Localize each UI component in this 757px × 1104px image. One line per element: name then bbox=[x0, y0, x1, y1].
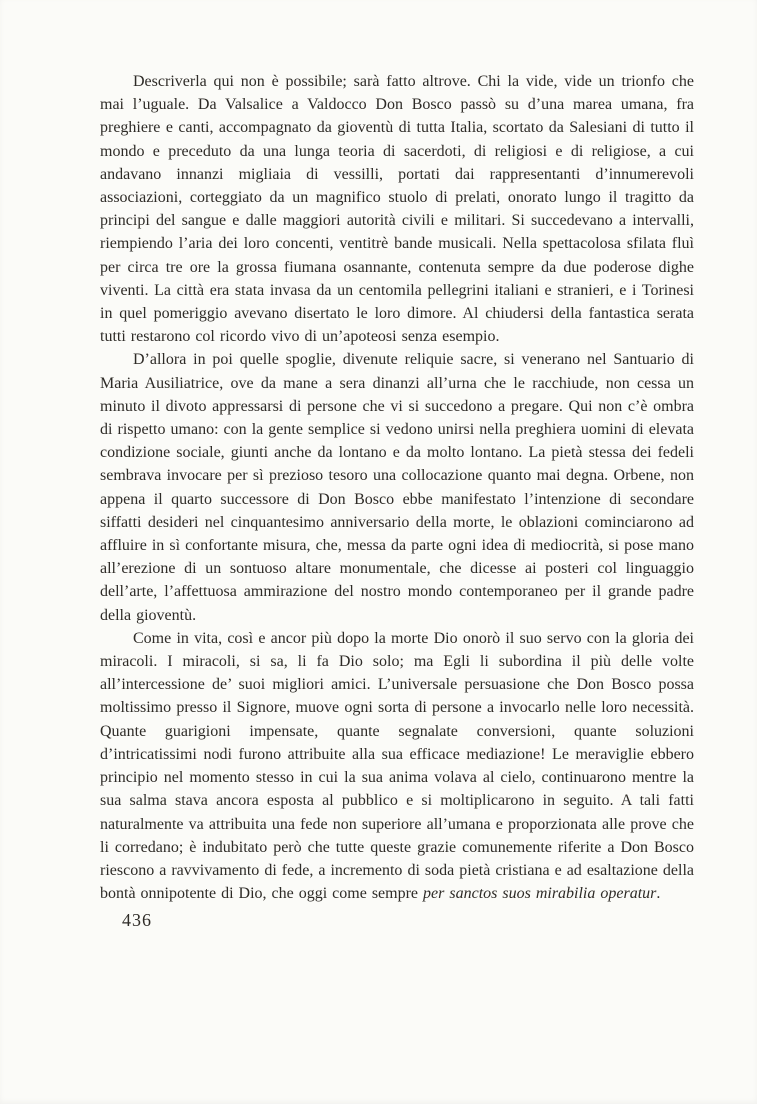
paragraph-procession: Descriverla qui non è possibile; sarà fatto altrove. Chi la vide, vide un trionfo che mai l’uguale. Da Valsalice a Valdocco Don Bosco passò su d’una marea umana, fra preghiere e canti, accompagnato da gioventù di tutta Italia, scortato da Salesiani di tutto il mondo e preceduto da una lunga teoria di sacerdoti, di religiosi e di religiose, a cui andavano innanzi migliaia di vessilli, portati dai rappresentanti d’innumerevoli associazioni, corteggiato da un magnifico stuolo di prelati, onorato lungo il tragitto da principi del sangue e dalle maggiori autorità civili e militari. Si succedevano a intervalli, riempiendo l’aria dei loro concenti, ventitrè bande musicali. Nella spettacolosa sfilata fluì per circa tre ore la grossa fiumana osannante, contenuta sempre da due poderose dighe viventi. La città era stata invasa da un centomila pellegrini italiani e stranieri, e i Torinesi in quel pomeriggio avevano disertato le loro dimore. Al chiudersi della fantastica serata tutti restarono col ricordo vivo di un’apoteosi senza esempio. bbox=[100, 73, 694, 346]
paragraph-miracles bbox=[100, 627, 694, 905]
page-number: 436 bbox=[122, 910, 152, 930]
latin-phrase: per sanctos suos mirabilia operatur bbox=[423, 885, 657, 903]
paragraph-miracles-period: . bbox=[656, 885, 661, 903]
text-block bbox=[100, 70, 694, 905]
paragraph-miracles-text: Come in vita, così e ancor più dopo la morte Dio onorò il suo servo con la gloria dei miracoli. I miracoli, si sa, li fa Dio solo; ma Egli li subordina il più delle volte all’intercessione de’ suoi migliori amici. L’universale persuasione che Don Bosco possa moltissimo presso il Signore, muove ogni sorta di persone a invocarlo nelle loro necessità. Quante guarigioni impensate, quante segnalate conversioni, quante soluzioni d’intricatissimi nodi furono attribuite alla sua efficace mediazione! Le meraviglie ebbero principio nel momento stesso in cui la sua anima volava al cielo, continuarono mentre la sua salma stava ancora esposta al pubblico e si moltiplicarono in seguito. A tali fatti naturalmente va attribuita una fede non superiore all’umana e proporzionata alle prove che li corredano; è indubitato però che tutte queste grazie comunemente riferite a Don Bosco riescono a ravvivamento di fede, a incremento di soda pietà cristiana e ad esaltazione della bontà onnipotente di Dio, che oggi come sempre bbox=[100, 629, 694, 903]
paragraph-sanctuary: D’allora in poi quelle spoglie, divenute reliquie sacre, si venerano nel Santuario di Maria Ausiliatrice, ove da mane a sera dinanzi all’urna che le racchiude, non cessa un minuto il divoto appressarsi di persone che vi si succedono a pregare. Qui non c’è ombra di rispetto umano: con la gente semplice si vedono unirsi nella preghiera uomini di elevata condizione sociale, giunti anche da lontano e da molto lontano. La pietà stessa dei fedeli sembrava invocare per sì prezioso tesoro una collocazione quanto mai degna. Orbene, non appena il quarto successore di Don Bosco ebbe manifestato l’intenzione di secondare siffatti desideri nel cinquantesimo anniversario della morte, le oblazioni cominciarono ad affluire in sì confortante misura, che, messa da parte ogni idea di mediocrità, si pose mano all’erezione di un sontuoso altare monumentale, che dicesse ai posteri col linguaggio dell’arte, l’affettuosa ammirazione del nostro mondo contemporaneo per il grande padre della gioventù. bbox=[100, 351, 694, 624]
